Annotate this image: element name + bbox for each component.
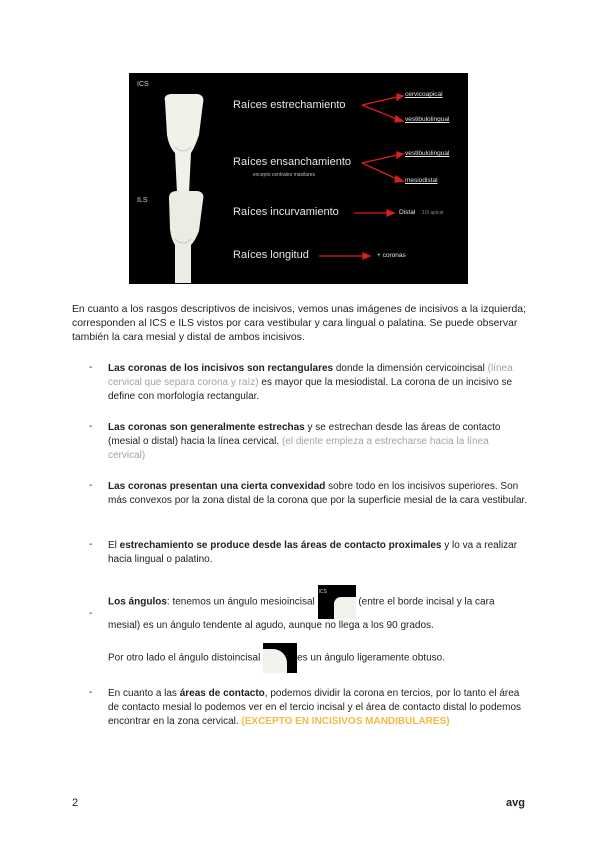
item-bold-text: Los ángulos xyxy=(108,596,167,608)
ics-tooth-image xyxy=(165,94,204,193)
mesioincisal-angle-image xyxy=(318,585,356,619)
thumb-tag: ICS xyxy=(318,589,327,595)
item-text: y se estrechan desde las áreas de contacto (mesial o distal) hacia la línea cervical. xyxy=(108,422,501,447)
list-item-convexity xyxy=(108,480,528,508)
item-text: : tenemos un ángulo mesioincisal xyxy=(166,596,318,608)
item-bold-text: Las coronas presentan una cierta convexidad xyxy=(108,481,326,492)
item-grey-note: (el diente empieza a estrecharse hacia la línea cervical) xyxy=(108,436,489,461)
list-item-narrowing xyxy=(108,539,528,567)
row4-arrow xyxy=(319,253,370,259)
list-item-contact-areas xyxy=(108,687,528,729)
item-text: , podemos dividir la corona en tercios, por lo tanto el área de contacto mesial lo podemos ver en el tercio incisal y el área de contacto distal lo podemos encontrar en la zona cervical. xyxy=(108,688,522,727)
item-highlight-note: (EXCEPTO EN INCISIVOS MANDIBULARES) xyxy=(241,716,450,727)
row1-target-b: vestibulolingual xyxy=(405,116,450,123)
row3-heading: Raíces incurvamiento xyxy=(233,206,339,218)
item-text: El xyxy=(108,540,120,551)
bullet-marker: - xyxy=(89,687,93,698)
item-text: es un ángulo ligeramente obtuso. xyxy=(297,652,445,664)
item-text: y lo va a realizar hacia lingual o palatino. xyxy=(108,540,518,565)
ils-label: ILS xyxy=(137,197,148,204)
list-item-rectangular-crowns xyxy=(108,362,528,404)
item-bold-text: Las coronas son generalmente estrechas xyxy=(108,422,305,433)
intro-paragraph: En cuanto a los rasgos descriptivos de incisivos, vemos unas imágenes de incisivos a la izquierda; corresponden al ICS e ILS vistos por cara vestibular y cara lingual o palatina. Se puede observar también la cara mesial y distal de ambos incisivos. xyxy=(72,304,526,343)
incisor-roots-figure xyxy=(129,73,468,284)
row1-arrows xyxy=(362,94,403,122)
item-text: (entre el borde incisal y la cara mesial) es un ángulo tendente al agudo, aunque no llega a los 90 grados. xyxy=(108,596,495,631)
ils-tooth-image xyxy=(169,191,203,283)
bullet-marker: - xyxy=(89,421,93,432)
row1-target-a: cervicoapical xyxy=(405,91,443,98)
item-text: Por otro lado el ángulo distoincisal xyxy=(108,652,264,664)
item-text: donde la dimensión cervicoincisal xyxy=(333,363,488,374)
page-number: 2 xyxy=(72,797,79,809)
bullet-marker: - xyxy=(89,539,93,550)
row3-arrow xyxy=(354,210,394,216)
distoincisal-line xyxy=(108,643,528,673)
row2-note: excepto centrales maxilares xyxy=(253,172,315,178)
distoincisal-angle-image xyxy=(263,643,297,673)
row2-target-b: mesiodistal xyxy=(405,177,438,184)
list-item-angles xyxy=(108,585,528,673)
row3-target-note: 1/3 apical xyxy=(422,210,444,216)
row2-heading: Raíces ensanchamiento xyxy=(233,156,352,168)
item-grey-note: (línea cervical que separa corona y raíz) xyxy=(108,363,513,388)
bullet-marker: - xyxy=(89,608,93,619)
row2-target-a: vestibulolingual xyxy=(405,150,450,157)
ics-label: ICS xyxy=(137,81,149,88)
row1-heading: Raíces estrechamiento xyxy=(233,99,346,111)
item-text: sobre todo en los incisivos superiores. Son más convexos por la zona distal de la corona que por la superficie mesial de la cara vestibular. xyxy=(108,481,528,506)
item-bold-text: estrechamiento se produce desde las áreas de contacto proximales xyxy=(119,540,442,551)
author-initials: avg xyxy=(506,797,525,809)
row4-heading: Raíces longitud xyxy=(233,249,309,261)
bullet-marker: - xyxy=(89,362,93,373)
row3-target: Distal xyxy=(399,209,416,216)
list-item-narrow-crowns xyxy=(108,421,528,463)
item-bold-text: Las coronas de los incisivos son rectangulares xyxy=(108,363,334,374)
item-text: En cuanto a las xyxy=(108,688,180,699)
bullet-marker: - xyxy=(89,480,93,491)
row4-target: + coronas xyxy=(377,252,406,259)
item-text: es mayor que la mesiodistal. La corona de un incisivo se define con morfología rectangular. xyxy=(108,377,513,402)
row2-arrows xyxy=(362,152,403,182)
item-bold-text: áreas de contacto xyxy=(179,688,265,699)
